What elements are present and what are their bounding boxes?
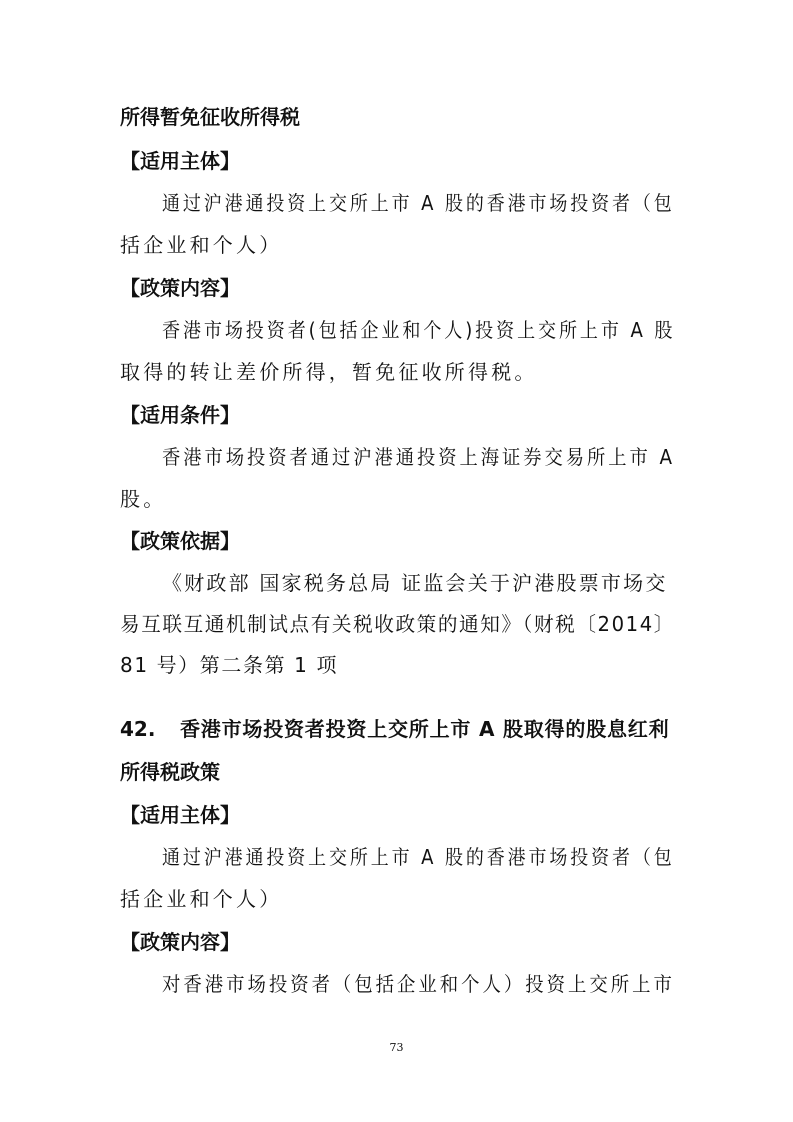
section-42-title-line-1: 香港市场投资者投资上交所上市 A 股取得的股息红利 [180, 717, 670, 741]
section-42-subject-heading: 【适用主体】 [120, 803, 240, 827]
section-42-number: 42. [120, 717, 156, 741]
section-41-basis-line-1: 《财政部 国家税务总局 证监会关于沪港股票市场交 [162, 571, 668, 595]
section-41-subject-line-1: 通过沪港通投资上交所上市 A 股的香港市场投资者（包 [162, 191, 675, 215]
section-41-content-line-2: 取得的转让差价所得，暂免征收所得税。 [120, 360, 538, 384]
section-42-content-line-1: 对香港市场投资者（包括企业和个人）投资上交所上市 [162, 972, 675, 996]
section-41-content-heading: 【政策内容】 [120, 276, 240, 300]
section-41-condition-line-1: 香港市场投资者通过沪港通投资上海证券交易所上市 A [162, 445, 676, 469]
section-41-condition-heading: 【适用条件】 [120, 403, 240, 427]
section-41-title-tail: 所得暂免征收所得税 [120, 105, 300, 129]
section-41-condition-line-2: 股。 [120, 487, 167, 511]
section-42-subject-line-2: 括企业和个人） [120, 887, 283, 911]
section-41-subject-heading: 【适用主体】 [120, 149, 240, 173]
section-41-content-line-1: 香港市场投资者(包括企业和个人)投资上交所上市 A 股 [162, 318, 676, 342]
section-42-content-heading: 【政策内容】 [120, 930, 240, 954]
section-41-basis-heading: 【政策依据】 [120, 529, 240, 553]
page-number: 73 [389, 1041, 404, 1054]
section-41-basis-line-2: 易互联互通机制试点有关税收政策的通知》（财税〔2014〕 [120, 612, 675, 636]
section-42-subject-line-1: 通过沪港通投资上交所上市 A 股的香港市场投资者（包 [162, 845, 675, 869]
section-42-title-line-2: 所得税政策 [120, 760, 220, 784]
section-41-basis-line-3: 81 号）第二条第 1 项 [120, 653, 339, 677]
section-41-subject-line-2: 括企业和个人） [120, 233, 283, 257]
